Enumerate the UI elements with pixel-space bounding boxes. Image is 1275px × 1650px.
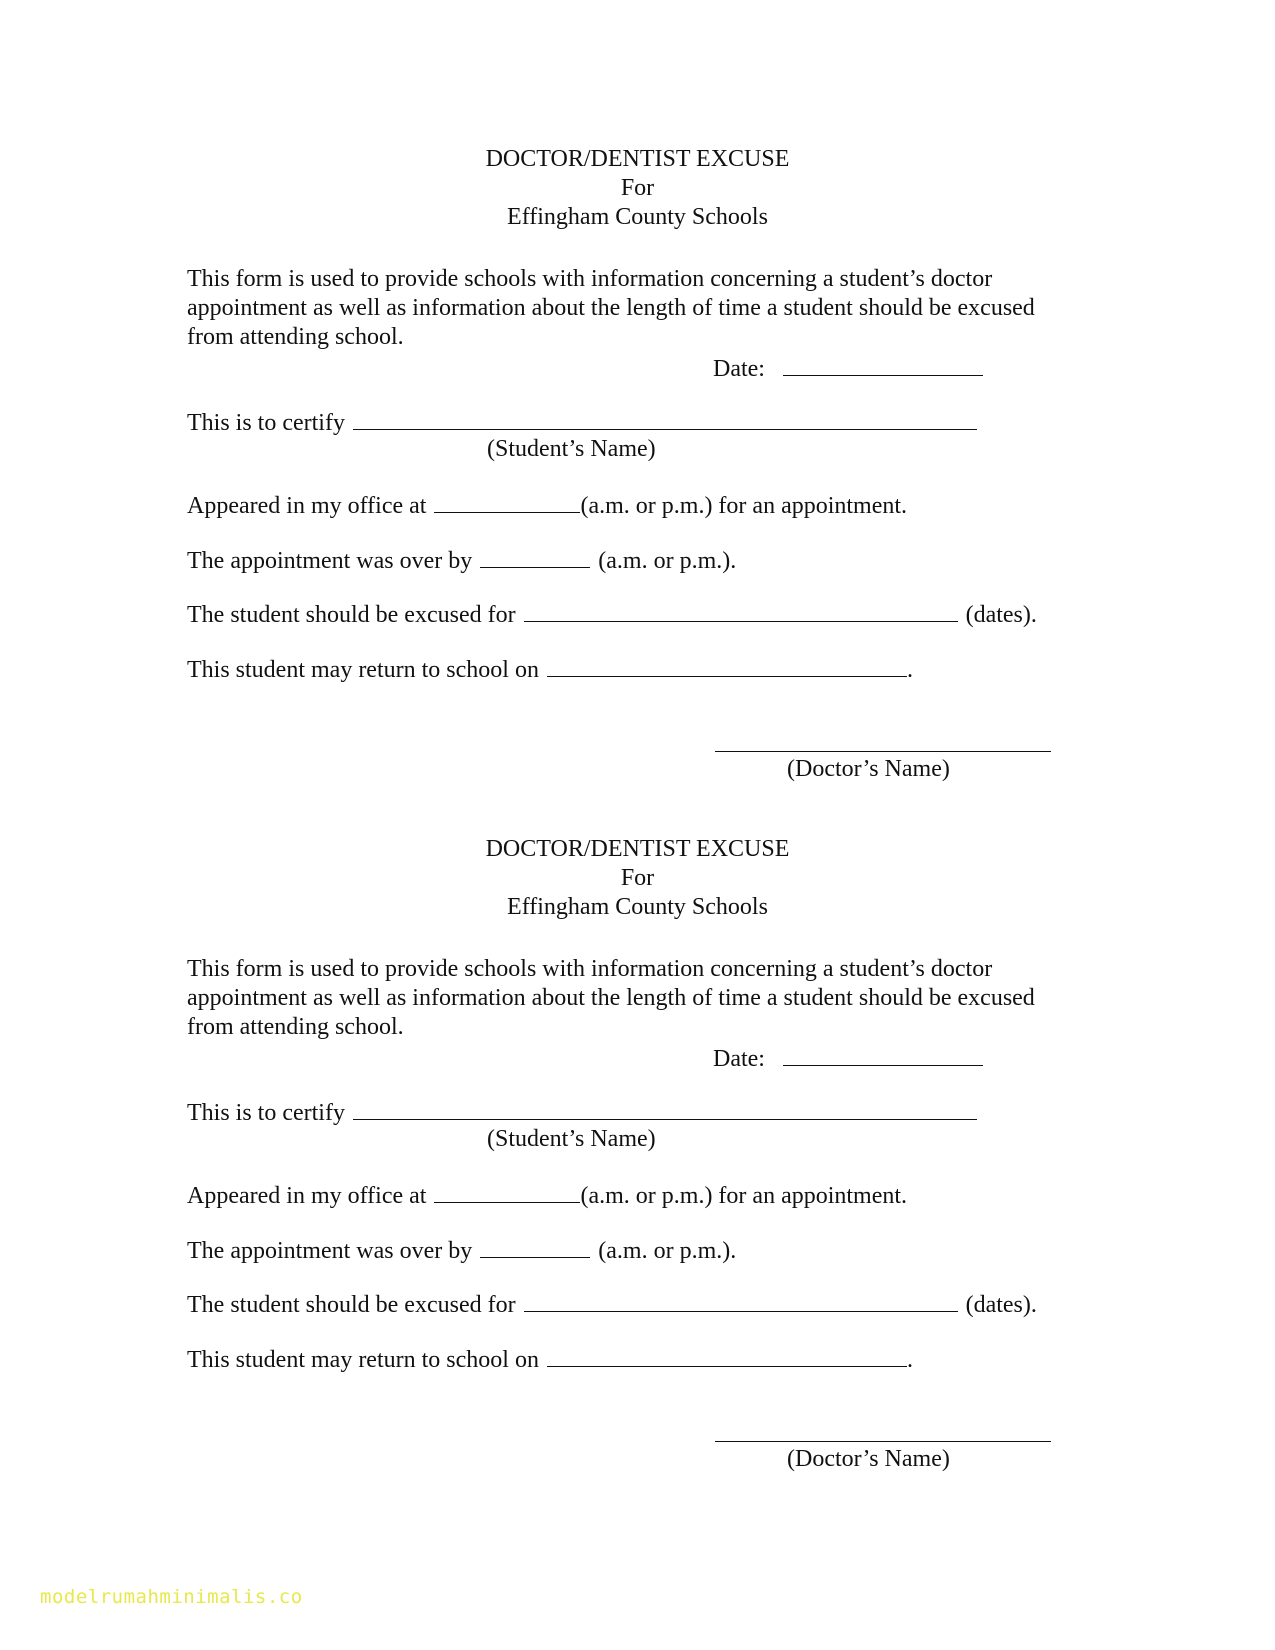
- return-date-blank[interactable]: [547, 1344, 907, 1367]
- excused-row: [187, 1289, 1037, 1320]
- certify-label: This is to certify: [187, 410, 345, 436]
- excused-suffix: (dates).: [965, 602, 1037, 628]
- intro-line: This form is used to provide schools with information concerning a student’s doctor: [187, 266, 993, 292]
- intro-line: from attending school.: [187, 324, 404, 350]
- date-label: Date:: [713, 1046, 765, 1072]
- form-school: Effingham County Schools: [507, 894, 768, 920]
- intro-line: appointment as well as information about the length of time a student should be excused: [187, 295, 1035, 321]
- date-label: Date:: [713, 356, 765, 382]
- return-suffix: .: [906, 657, 913, 683]
- date-row: [713, 353, 985, 384]
- over-row: [187, 545, 736, 576]
- excused-label: The student should be excused for: [187, 1292, 516, 1318]
- date-row: [713, 1043, 985, 1074]
- student-name-blank[interactable]: [353, 1097, 977, 1120]
- student-name-caption: (Student’s Name): [487, 436, 656, 462]
- excused-dates-blank[interactable]: [524, 599, 958, 622]
- return-row: [187, 1344, 913, 1375]
- form-intro: [187, 265, 1087, 352]
- appeared-label: Appeared in my office at: [187, 1183, 427, 1209]
- appeared-row: [187, 1180, 907, 1211]
- certify-row: [187, 407, 979, 438]
- appeared-time-blank[interactable]: [434, 490, 580, 513]
- form-for: For: [620, 175, 655, 201]
- form-school: Effingham County Schools: [507, 204, 768, 230]
- over-label: The appointment was over by: [187, 548, 473, 574]
- appeared-time-blank[interactable]: [434, 1180, 580, 1203]
- appeared-suffix: (a.m. or p.m.) for an appointment.: [580, 1183, 908, 1209]
- form-heading: [0, 145, 1275, 232]
- over-label: The appointment was over by: [187, 1238, 473, 1264]
- form-title: DOCTOR/DENTIST EXCUSE: [485, 836, 790, 862]
- date-blank[interactable]: [783, 1043, 983, 1066]
- appeared-suffix: (a.m. or p.m.) for an appointment.: [580, 493, 908, 519]
- excused-suffix: (dates).: [965, 1292, 1037, 1318]
- over-time-blank[interactable]: [480, 545, 590, 568]
- excused-label: The student should be excused for: [187, 602, 516, 628]
- student-name-blank[interactable]: [353, 407, 977, 430]
- intro-line: from attending school.: [187, 1014, 404, 1040]
- date-blank[interactable]: [783, 353, 983, 376]
- form-intro: [187, 955, 1087, 1042]
- doctor-name-caption: (Doctor’s Name): [787, 756, 950, 782]
- return-label: This student may return to school on: [187, 657, 539, 683]
- over-suffix: (a.m. or p.m.).: [598, 548, 737, 574]
- certify-label: This is to certify: [187, 1100, 345, 1126]
- doctor-name-caption: (Doctor’s Name): [787, 1446, 950, 1472]
- intro-line: This form is used to provide schools with information concerning a student’s doctor: [187, 956, 993, 982]
- doctor-signature-line[interactable]: [715, 751, 1051, 752]
- appeared-label: Appeared in my office at: [187, 493, 427, 519]
- doctor-signature-line[interactable]: [715, 1441, 1051, 1442]
- excuse-form-2: [0, 835, 1275, 1495]
- over-time-blank[interactable]: [480, 1235, 590, 1258]
- watermark-text: modelrumahminimalis.co: [40, 1586, 303, 1608]
- return-row: [187, 654, 913, 685]
- over-suffix: (a.m. or p.m.).: [598, 1238, 737, 1264]
- excuse-form-1: [0, 145, 1275, 805]
- student-name-caption: (Student’s Name): [487, 1126, 656, 1152]
- form-heading: [0, 835, 1275, 922]
- excused-dates-blank[interactable]: [524, 1289, 958, 1312]
- excused-row: [187, 599, 1037, 630]
- form-for: For: [620, 865, 655, 891]
- return-suffix: .: [906, 1347, 913, 1373]
- appeared-row: [187, 490, 907, 521]
- over-row: [187, 1235, 736, 1266]
- return-label: This student may return to school on: [187, 1347, 539, 1373]
- return-date-blank[interactable]: [547, 654, 907, 677]
- certify-row: [187, 1097, 979, 1128]
- intro-line: appointment as well as information about the length of time a student should be excused: [187, 985, 1035, 1011]
- form-title: DOCTOR/DENTIST EXCUSE: [485, 146, 790, 172]
